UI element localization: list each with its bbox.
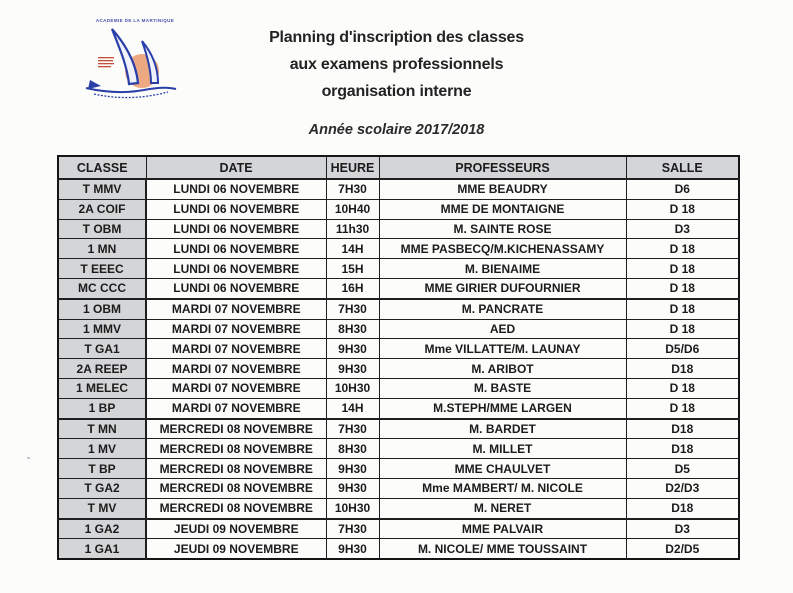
cell-salle: D5 [626,459,739,479]
cell-classe: 2A COIF [58,199,146,219]
cell-professeurs: MME PALVAIR [379,519,626,539]
cell-heure: 10H30 [326,378,379,398]
page-title-line-3: organisation interne [321,83,472,100]
cell-classe: 2A REEP [58,359,146,379]
cell-heure: 9H30 [326,478,379,498]
table-row [58,359,739,379]
cell-classe: T GA1 [58,339,146,359]
cell-date: MARDI 07 NOVEMBRE [146,319,326,339]
cell-professeurs: M. PANCRATE [379,299,626,319]
title-block [0,24,793,138]
cell-professeurs: M. NICOLE/ MME TOUSSAINT [379,539,626,559]
table-row [58,419,739,439]
page-title-line-2: aux examens professionnels [289,56,504,73]
cell-professeurs: MME DE MONTAIGNE [379,199,626,219]
page-title-line-1: Planning d'inscription des classes [269,29,524,46]
cell-professeurs: M. BARDET [379,419,626,439]
cell-heure: 11h30 [326,219,379,239]
cell-date: MARDI 07 NOVEMBRE [146,339,326,359]
table-row [58,498,739,518]
cell-date: LUNDI 06 NOVEMBRE [146,179,326,199]
logo-caption: ACADEMIE DE LA MARTINIQUE [95,18,175,23]
cell-classe: T OBM [58,219,146,239]
cell-salle: D 18 [626,319,739,339]
cell-classe: 1 GA2 [58,519,146,539]
cell-professeurs: M.STEPH/MME LARGEN [379,398,626,418]
cell-classe: 1 MN [58,239,146,259]
cell-professeurs: M. BASTE [379,378,626,398]
planning-table [57,155,740,560]
cell-classe: 1 BP [58,398,146,418]
cell-professeurs: M. ARIBOT [379,359,626,379]
cell-date: MARDI 07 NOVEMBRE [146,378,326,398]
cell-salle: D18 [626,359,739,379]
table-row [58,539,739,559]
cell-heure: 10H40 [326,199,379,219]
cell-salle: D2/D3 [626,478,739,498]
cell-professeurs: M. SAINTE ROSE [379,219,626,239]
cell-salle: D18 [626,419,739,439]
page-subtitle: Année scolaire 2017/2018 [308,122,485,138]
cell-heure: 14H [326,239,379,259]
cell-heure: 8H30 [326,439,379,459]
cell-professeurs: MME PASBECQ/M.KICHENASSAMY [379,239,626,259]
table-header-row [58,156,739,179]
table-row [58,519,739,539]
cell-salle: D5/D6 [626,339,739,359]
cell-heure: 15H [326,259,379,279]
cell-salle: D 18 [626,239,739,259]
table-row [58,179,739,199]
cell-salle: D 18 [626,378,739,398]
cell-heure: 9H30 [326,359,379,379]
cell-heure: 9H30 [326,339,379,359]
cell-professeurs: M. BIENAIME [379,259,626,279]
cell-classe: T MV [58,498,146,518]
cell-heure: 16H [326,278,379,298]
cell-classe: T BP [58,459,146,479]
cell-date: MARDI 07 NOVEMBRE [146,299,326,319]
cell-professeurs: MME CHAULVET [379,459,626,479]
table-row [58,339,739,359]
cell-heure: 14H [326,398,379,418]
cell-date: MARDI 07 NOVEMBRE [146,398,326,418]
cell-heure: 7H30 [326,299,379,319]
col-header-salle: SALLE [626,156,739,179]
cell-date: JEUDI 09 NOVEMBRE [146,519,326,539]
cell-date: MERCREDI 08 NOVEMBRE [146,419,326,439]
table-row [58,398,739,418]
cell-date: MERCREDI 08 NOVEMBRE [146,498,326,518]
cell-classe: 1 GA1 [58,539,146,559]
cell-date: JEUDI 09 NOVEMBRE [146,539,326,559]
table-row [58,259,739,279]
cell-heure: 10H30 [326,498,379,518]
table-row [58,459,739,479]
cell-date: LUNDI 06 NOVEMBRE [146,278,326,298]
table-row [58,219,739,239]
cell-professeurs: Mme MAMBERT/ M. NICOLE [379,478,626,498]
cell-professeurs: Mme VILLATTE/M. LAUNAY [379,339,626,359]
table-row [58,439,739,459]
cell-classe: 1 MELEC [58,378,146,398]
cell-salle: D 18 [626,259,739,279]
cell-classe: T EEEC [58,259,146,279]
cell-classe: T GA2 [58,478,146,498]
cell-classe: MC CCC [58,278,146,298]
table-row [58,278,739,298]
cell-professeurs: AED [379,319,626,339]
cell-heure: 9H30 [326,459,379,479]
table-row [58,378,739,398]
cell-date: LUNDI 06 NOVEMBRE [146,219,326,239]
cell-salle: D 18 [626,278,739,298]
cell-salle: D18 [626,439,739,459]
cell-heure: 7H30 [326,179,379,199]
cell-salle: D18 [626,498,739,518]
table-row [58,478,739,498]
cell-classe: T MMV [58,179,146,199]
cell-heure: 7H30 [326,519,379,539]
cell-date: MERCREDI 08 NOVEMBRE [146,439,326,459]
planning-table-body [58,179,739,559]
cell-date: LUNDI 06 NOVEMBRE [146,259,326,279]
cell-professeurs: M. NERET [379,498,626,518]
table-row [58,299,739,319]
col-header-professeurs: PROFESSEURS [379,156,626,179]
col-header-date: DATE [146,156,326,179]
cell-heure: 9H30 [326,539,379,559]
cell-date: LUNDI 06 NOVEMBRE [146,239,326,259]
cell-date: MERCREDI 08 NOVEMBRE [146,459,326,479]
cell-date: LUNDI 06 NOVEMBRE [146,199,326,219]
cell-heure: 7H30 [326,419,379,439]
cell-salle: D3 [626,219,739,239]
cell-heure: 8H30 [326,319,379,339]
table-row [58,199,739,219]
cell-date: MARDI 07 NOVEMBRE [146,359,326,379]
cell-salle: D6 [626,179,739,199]
col-header-heure: HEURE [326,156,379,179]
cell-salle: D 18 [626,199,739,219]
col-header-classe: CLASSE [58,156,146,179]
cell-salle: D3 [626,519,739,539]
cell-classe: 1 MMV [58,319,146,339]
cell-classe: 1 MV [58,439,146,459]
cell-salle: D2/D5 [626,539,739,559]
cell-professeurs: M. MILLET [379,439,626,459]
table-row [58,319,739,339]
table-row [58,239,739,259]
cell-date: MERCREDI 08 NOVEMBRE [146,478,326,498]
cell-salle: D 18 [626,299,739,319]
scan-artifact-dot [27,457,30,459]
cell-classe: T MN [58,419,146,439]
cell-professeurs: MME GIRIER DUFOURNIER [379,278,626,298]
cell-classe: 1 OBM [58,299,146,319]
cell-professeurs: MME BEAUDRY [379,179,626,199]
cell-salle: D 18 [626,398,739,418]
